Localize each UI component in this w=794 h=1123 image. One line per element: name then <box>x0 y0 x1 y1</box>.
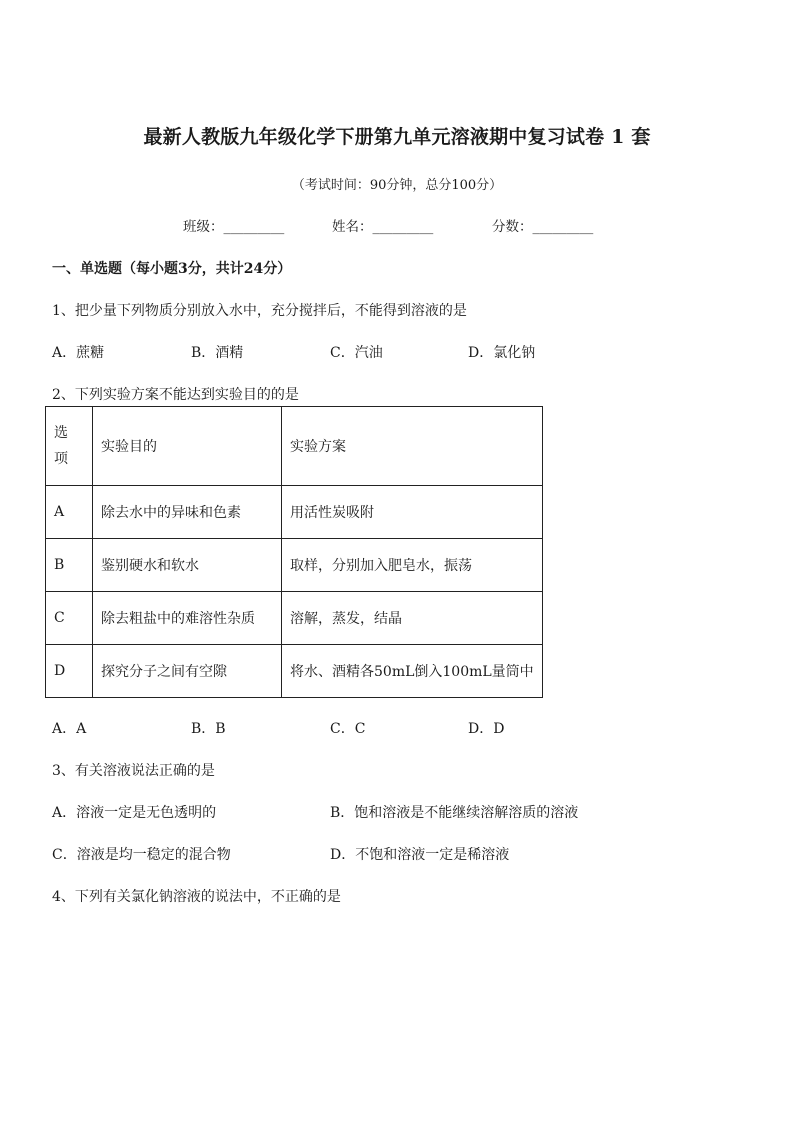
question-1-option-a: A．蔗糖 <box>52 345 105 361</box>
question-3-option-d: D．不饱和溶液一定是稀溶液 <box>330 847 510 863</box>
experiment-table <box>45 406 543 698</box>
question-3-stem: 3、有关溶液说法正确的是 <box>52 763 215 779</box>
purpose-cell: 除去水中的异味和色素 <box>93 486 282 539</box>
header-option-line-1: 选 <box>54 425 68 441</box>
exam-title: 最新人教版九年级化学下册第九单元溶液期中复习试卷 1 套 <box>143 126 651 148</box>
purpose-cell: 鉴别硬水和软水 <box>93 539 282 592</box>
class-field: 班级：_________ <box>183 219 285 235</box>
option-cell: B <box>46 539 93 592</box>
question-2-option-b: B．B <box>191 721 226 737</box>
question-1-stem: 1、把少量下列物质分别放入水中，充分搅拌后，不能得到溶液的是 <box>52 303 467 319</box>
question-4-stem: 4、下列有关氯化钠溶液的说法中，不正确的是 <box>52 889 341 905</box>
question-2-option-d: D．D <box>468 721 505 737</box>
table-row <box>46 539 543 592</box>
table-row <box>46 645 543 698</box>
table-row <box>46 486 543 539</box>
question-1-option-d: D．氯化钠 <box>468 345 536 361</box>
option-cell: D <box>46 645 93 698</box>
option-cell: C <box>46 592 93 645</box>
question-3-option-b: B．饱和溶液是不能继续溶解溶质的溶液 <box>330 805 579 821</box>
plan-cell: 取样，分别加入肥皂水，振荡 <box>282 539 543 592</box>
question-2-stem: 2、下列实验方案不能达到实验目的的是 <box>52 387 299 403</box>
plan-cell: 溶解，蒸发，结晶 <box>282 592 543 645</box>
plan-cell: 将水、酒精各50mL倒入100mL量筒中 <box>282 645 543 698</box>
header-option-cell <box>46 407 93 486</box>
header-option-line-2: 项 <box>54 451 68 467</box>
option-cell: A <box>46 486 93 539</box>
name-field: 姓名：_________ <box>332 219 434 235</box>
header-purpose-cell: 实验目的 <box>93 407 282 486</box>
table-header-row <box>46 407 543 486</box>
question-3-option-a: A．溶液一定是无色透明的 <box>52 805 217 821</box>
table-row <box>46 592 543 645</box>
section-heading: 一、单选题（每小题3分，共计24分） <box>52 261 292 277</box>
question-1-option-c: C．汽油 <box>330 345 383 361</box>
question-1-option-b: B．酒精 <box>191 345 244 361</box>
exam-subtitle: （考试时间：90分钟，总分100分） <box>291 178 503 193</box>
purpose-cell: 探究分子之间有空隙 <box>93 645 282 698</box>
question-3-option-c: C．溶液是均一稳定的混合物 <box>52 847 231 863</box>
question-2-option-c: C．C <box>330 721 366 737</box>
question-2-option-a: A．A <box>52 721 87 737</box>
header-plan-cell: 实验方案 <box>282 407 543 486</box>
purpose-cell: 除去粗盐中的难溶性杂质 <box>93 592 282 645</box>
plan-cell: 用活性炭吸附 <box>282 486 543 539</box>
score-field: 分数：_________ <box>492 219 594 235</box>
